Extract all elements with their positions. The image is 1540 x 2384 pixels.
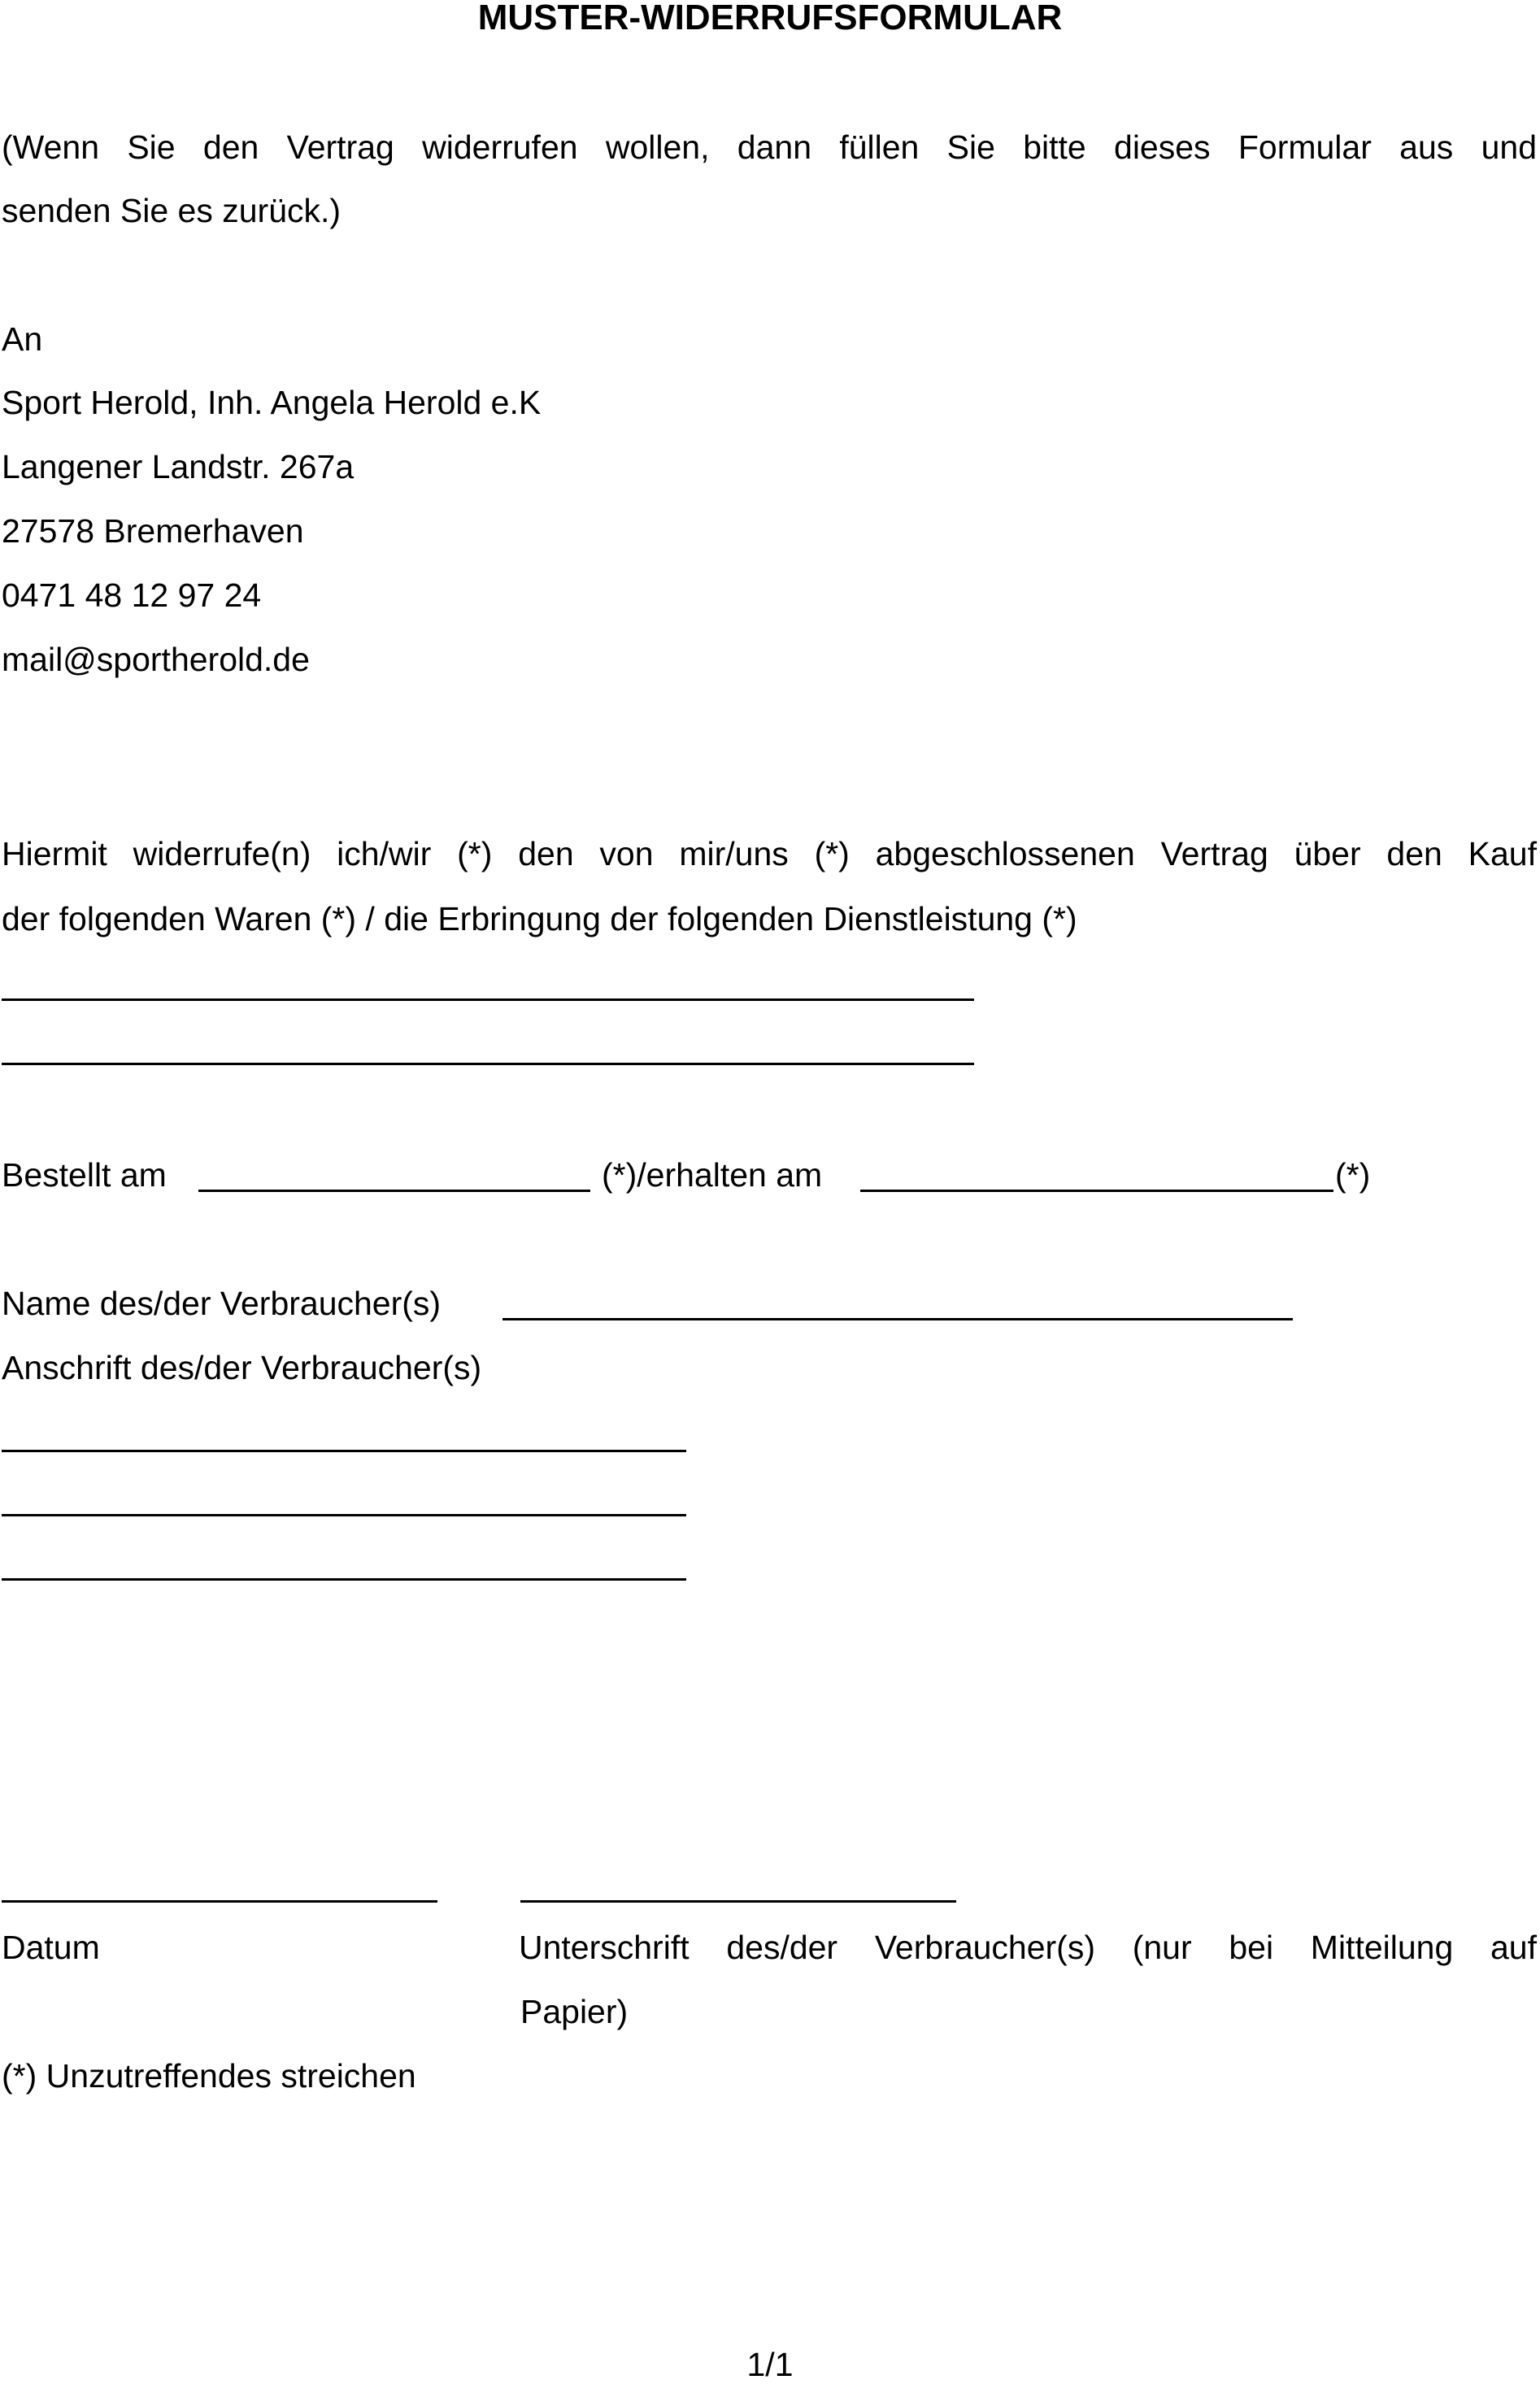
consumer-address-label: Anschrift des/der Verbraucher(s) [2, 1349, 482, 1386]
goods-fill-line-2[interactable] [2, 1063, 974, 1065]
ordered-label: Bestellt am [2, 1156, 167, 1194]
goods-fill-line-1[interactable] [2, 998, 974, 1001]
declaration-line-2: der folgenden Waren (*) / die Erbringung der folgenden Dienstleistung (*) [2, 900, 1077, 938]
form-title: MUSTER-WIDERRUFSFORMULAR [477, 0, 1063, 37]
address-fill-line-3[interactable] [2, 1578, 686, 1581]
received-label: (*)/erhalten am [602, 1156, 823, 1194]
footnote: (*) Unzutreffendes streichen [2, 2057, 416, 2095]
consumer-name-fill-line[interactable] [502, 1318, 1293, 1320]
recipient-phone: 0471 48 12 97 24 [2, 576, 262, 614]
date-fill-line[interactable] [2, 1900, 437, 1903]
received-date-fill-line[interactable] [860, 1190, 1333, 1192]
recipient-salutation: An [2, 320, 43, 358]
recipient-company: Sport Herold, Inh. Angela Herold e.K [2, 384, 542, 421]
recipient-email: mail@sportherold.de [2, 641, 310, 678]
intro-line-1: (Wenn Sie den Vertrag widerrufen wollen, dann füllen Sie bitte dieses Formular aus und [2, 128, 1537, 166]
page-number: 1/1 [746, 2346, 794, 2383]
signature-label-line-1: Unterschrift des/der Verbraucher(s) (nur bei Mitteilung auf [519, 1929, 1537, 1966]
date-label: Datum [2, 1929, 100, 1966]
recipient-city: 27578 Bremerhaven [2, 512, 304, 550]
intro-line-2: senden Sie es zurück.) [2, 192, 341, 229]
signature-fill-line[interactable] [520, 1900, 956, 1903]
recipient-street: Langener Landstr. 267a [2, 448, 355, 485]
signature-label-line-2: Papier) [520, 1993, 629, 2030]
received-suffix: (*) [1335, 1156, 1371, 1194]
declaration-line-1: Hiermit widerrufe(n) ich/wir (*) den von mir/uns (*) abgeschlossenen Vertrag über den Kauf [2, 835, 1537, 872]
address-fill-line-1[interactable] [2, 1450, 686, 1452]
address-fill-line-2[interactable] [2, 1514, 686, 1516]
ordered-date-fill-line[interactable] [198, 1190, 590, 1192]
consumer-name-label: Name des/der Verbraucher(s) [2, 1285, 442, 1322]
